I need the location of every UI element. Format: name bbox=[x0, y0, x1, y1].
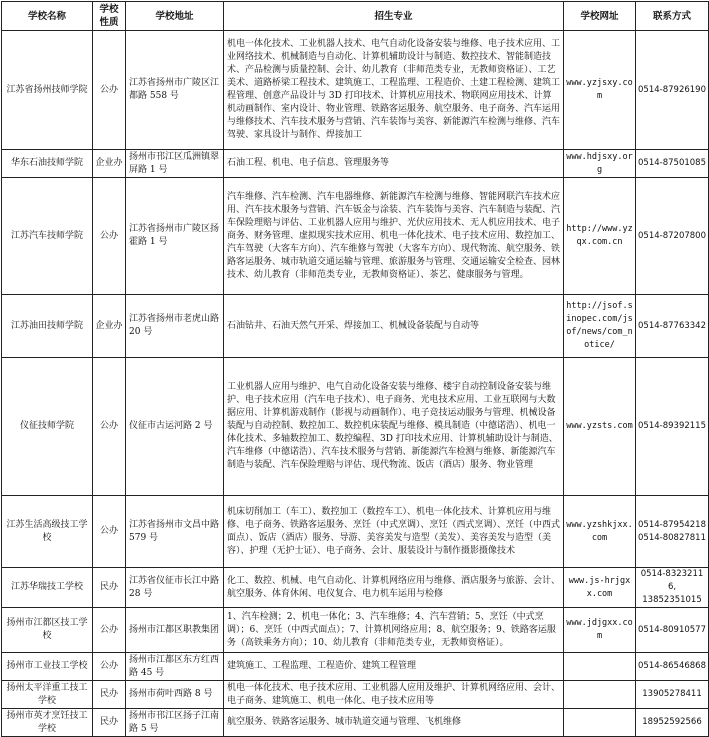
school-address-cell: 江苏省扬州市文昌中路 579 号 bbox=[126, 496, 224, 568]
majors-cell: 航空服务、铁路客运服务、城市轨道交通与管理、飞机维修 bbox=[224, 709, 564, 737]
majors-cell: 汽车维修、汽车检测、汽车电器维修、新能源汽车检测与维修、智能网联汽车技术应用、汽车技术服务与营销、汽车钣金与涂装、汽车装饰与美容、汽车制造与装配、汽车保险理赔与评估、工业机器人应用与维护、光伏应用技术、无人机应用技术、电子商务、财务管理、虚拟现实技术应用、机电一体化技术、电子技术应用、数控加工、汽车驾驶（大客车方向）、汽车维修与驾驶（大客车方向）、现代物流、航空服务、铁路客运服务、城市轨道交通运输与管理、旅游服务与管理、交通运输安全检查、园林技术、幼儿教育（非师范类专业，无教师资格证）、茶艺、健康服务与管理。 bbox=[224, 178, 564, 295]
school-address-cell: 扬州市江都区职教集团 bbox=[126, 608, 224, 653]
school-name-cell: 江苏华瑞技工学校 bbox=[2, 568, 93, 608]
contact-cell: 0514-87501085 bbox=[636, 150, 709, 178]
majors-cell: 1、汽车检测；2、机电一体化；3、汽车维修；4、汽车营销；5、烹饪（中式烹调）；6、烹饪（中西式面点）；7、计算机网络应用；8、航空服务；9、铁路客运服务（高铁乘务方向）；10、幼儿教育（非师范类专业，无教师资格证）。 bbox=[224, 608, 564, 653]
school-name-cell: 扬州市英才烹饪技工学校 bbox=[2, 709, 93, 737]
website-cell[interactable] bbox=[564, 709, 636, 737]
school-address-cell: 扬州市邗江区瓜洲镇翠屏路 1 号 bbox=[126, 150, 224, 178]
school-name-cell: 江苏生活高级技工学校 bbox=[2, 496, 93, 568]
school-type-cell: 公办 bbox=[93, 31, 126, 150]
header-school-type: 学校性质 bbox=[93, 2, 126, 31]
school-address-cell: 扬州市江都区东方红西路 45 号 bbox=[126, 653, 224, 681]
school-type-cell: 企业办 bbox=[93, 150, 126, 178]
contact-cell: 0514-80910577 bbox=[636, 608, 709, 653]
website-cell[interactable] bbox=[564, 681, 636, 709]
school-type-cell: 民办 bbox=[93, 568, 126, 608]
table-row bbox=[2, 31, 709, 150]
header-contact: 联系方式 bbox=[636, 2, 709, 31]
table-row bbox=[2, 358, 709, 496]
table-row bbox=[2, 608, 709, 653]
table-row bbox=[2, 150, 709, 178]
school-type-cell: 公办 bbox=[93, 178, 126, 295]
header-school-address: 学校地址 bbox=[126, 2, 224, 31]
school-type-cell: 公办 bbox=[93, 608, 126, 653]
contact-cell: 13905278411 bbox=[636, 681, 709, 709]
contact-cell: 0514-87207800 bbox=[636, 178, 709, 295]
header-school-name: 学校名称 bbox=[2, 2, 93, 31]
website-cell[interactable]: www.hdjsxy.org bbox=[564, 150, 636, 178]
school-address-cell: 江苏省扬州市老虎山路 20 号 bbox=[126, 295, 224, 358]
contact-cell: 0514-86546868 bbox=[636, 653, 709, 681]
table-row bbox=[2, 653, 709, 681]
school-name-cell: 江苏汽车技师学院 bbox=[2, 178, 93, 295]
contact-cell: 0514-87954218 0514-80827811 bbox=[636, 496, 709, 568]
contact-cell: 0514-87763342 bbox=[636, 295, 709, 358]
website-cell[interactable]: www.yzjsxy.com bbox=[564, 31, 636, 150]
school-name-cell: 江苏油田技师学院 bbox=[2, 295, 93, 358]
contact-cell: 0514-87926190 bbox=[636, 31, 709, 150]
school-type-cell: 企业办 bbox=[93, 295, 126, 358]
school-name-cell: 仪征技师学院 bbox=[2, 358, 93, 496]
website-cell[interactable]: www.yzsts.com bbox=[564, 358, 636, 496]
table-row bbox=[2, 568, 709, 608]
school-address-cell: 江苏省扬州市广陵区江都路 558 号 bbox=[126, 31, 224, 150]
school-name-cell: 华东石油技师学院 bbox=[2, 150, 93, 178]
majors-cell: 机电一体化技术、电子技术应用、工业机器人应用及维护、计算机网络应用、会计、电子商务、建筑施工、机电一体化、电子技术应用等 bbox=[224, 681, 564, 709]
school-name-cell: 扬州太平洋重工技工学校 bbox=[2, 681, 93, 709]
school-type-cell: 公办 bbox=[93, 358, 126, 496]
majors-cell: 机电一体化技术、工业机器人技术、电气自动化设备安装与维修、电子技术应用、工业网络技术、机械制造与自动化、计算机辅助设计与制造、数控技术、智能制造技术、产品检测与质量控制、会计、幼儿教育（非师范类专业，无教师资格证）、工艺美术、道路桥梁工程技术、建筑施工、工程监理、工程造价、土建工程检测、建筑工程管理、创意产品设计与 3D 打印技术、计算机应用技术、物联网应用技术、计算机动画制作、室内设计、物业管理、铁路客运服务、航空服务、电子商务、汽车运用与维修技术、汽车技术服务与营销、汽车装饰与美容、新能源汽车检测与维修、汽车驾驶、家具设计与制作、焊接加工 bbox=[224, 31, 564, 150]
contact-cell: 0514-83232116, 13852351015 bbox=[636, 568, 709, 608]
majors-cell: 工业机器人应用与维护、电气自动化设备安装与维修、楼宇自动控制设备安装与维护、电子技术应用（汽车电子技术）、电子商务、光电技术应用、工业互联网与大数据应用、计算机游戏制作（影视与动画制作）、电子竞技运动服务与管理、机械设备装配与自动控制、数控加工、数控机床装配与维修、模具制造（中德诺浩）、机电一体化技术、多轴数控加工、数控编程、3D 打印技术应用、计算机辅助设计与制造、汽车维修（中德诺浩）、汽车技术服务与营销、新能源汽车检测与维修、新能源汽车制造与装配、汽车保险理赔与评估、现代物流、饭店（酒店）服务、物业管理 bbox=[224, 358, 564, 496]
school-address-cell: 扬州市邗江区扬子江南路 5 号 bbox=[126, 709, 224, 737]
table-row bbox=[2, 681, 709, 709]
majors-cell: 石油工程、机电、电子信息、管理服务等 bbox=[224, 150, 564, 178]
header-website: 学校网址 bbox=[564, 2, 636, 31]
school-address-cell: 仪征市古运河路 2 号 bbox=[126, 358, 224, 496]
school-type-cell: 民办 bbox=[93, 709, 126, 737]
school-address-cell: 江苏省仪征市长江中路 28 号 bbox=[126, 568, 224, 608]
school-name-cell: 扬州市工业技工学校 bbox=[2, 653, 93, 681]
school-rows bbox=[2, 31, 709, 737]
school-type-cell: 公办 bbox=[93, 496, 126, 568]
table-row bbox=[2, 178, 709, 295]
website-cell[interactable]: http://jsof.sinopec.com/jsof/news/com_notice/ bbox=[564, 295, 636, 358]
website-cell[interactable]: http://www.yzqx.com.cn bbox=[564, 178, 636, 295]
school-name-cell: 江苏省扬州技师学院 bbox=[2, 31, 93, 150]
majors-cell: 机床切削加工（车工）、数控加工（数控车工）、机电一体化技术、计算机应用与维修、电子商务、铁路客运服务、烹饪（中式烹调）、烹饪（西式烹调）、烹饪（中西式面点）、饭店（酒店）服务、导游、美容美发与造型（美发）、美容美发与造型（美容）、护理（无护士证）、电子商务、会计、服装设计与制作摄影摄像技术 bbox=[224, 496, 564, 568]
contact-cell: 0514-89392115 bbox=[636, 358, 709, 496]
website-cell[interactable]: www.js-hrjgxx.com bbox=[564, 568, 636, 608]
website-cell[interactable]: www.jdjgxx.com bbox=[564, 608, 636, 653]
majors-cell: 石油钻井、石油天然气开采、焊接加工、机械设备装配与自动等 bbox=[224, 295, 564, 358]
school-type-cell: 公办 bbox=[93, 653, 126, 681]
header-row bbox=[2, 2, 709, 31]
website-cell[interactable]: www.yzshkjxx.com bbox=[564, 496, 636, 568]
school-name-cell: 扬州市江都区技工学校 bbox=[2, 608, 93, 653]
table-row bbox=[2, 295, 709, 358]
school-type-cell: 民办 bbox=[93, 681, 126, 709]
contact-cell: 18952592566 bbox=[636, 709, 709, 737]
majors-cell: 化工、数控、机械、电气自动化、计算机网络应用与维修、酒店服务与旅游、会计、航空服务、体育休闲、电仪复合、电力机车运用与检修 bbox=[224, 568, 564, 608]
table-row bbox=[2, 496, 709, 568]
school-address-cell: 江苏省扬州市广陵区扬霍路 1 号 bbox=[126, 178, 224, 295]
website-cell[interactable] bbox=[564, 653, 636, 681]
header-majors: 招生专业 bbox=[224, 2, 564, 31]
majors-cell: 建筑施工、工程监理、工程造价、建筑工程管理 bbox=[224, 653, 564, 681]
school-table bbox=[1, 1, 709, 737]
school-address-cell: 扬州市荷叶西路 8 号 bbox=[126, 681, 224, 709]
table-row bbox=[2, 709, 709, 737]
